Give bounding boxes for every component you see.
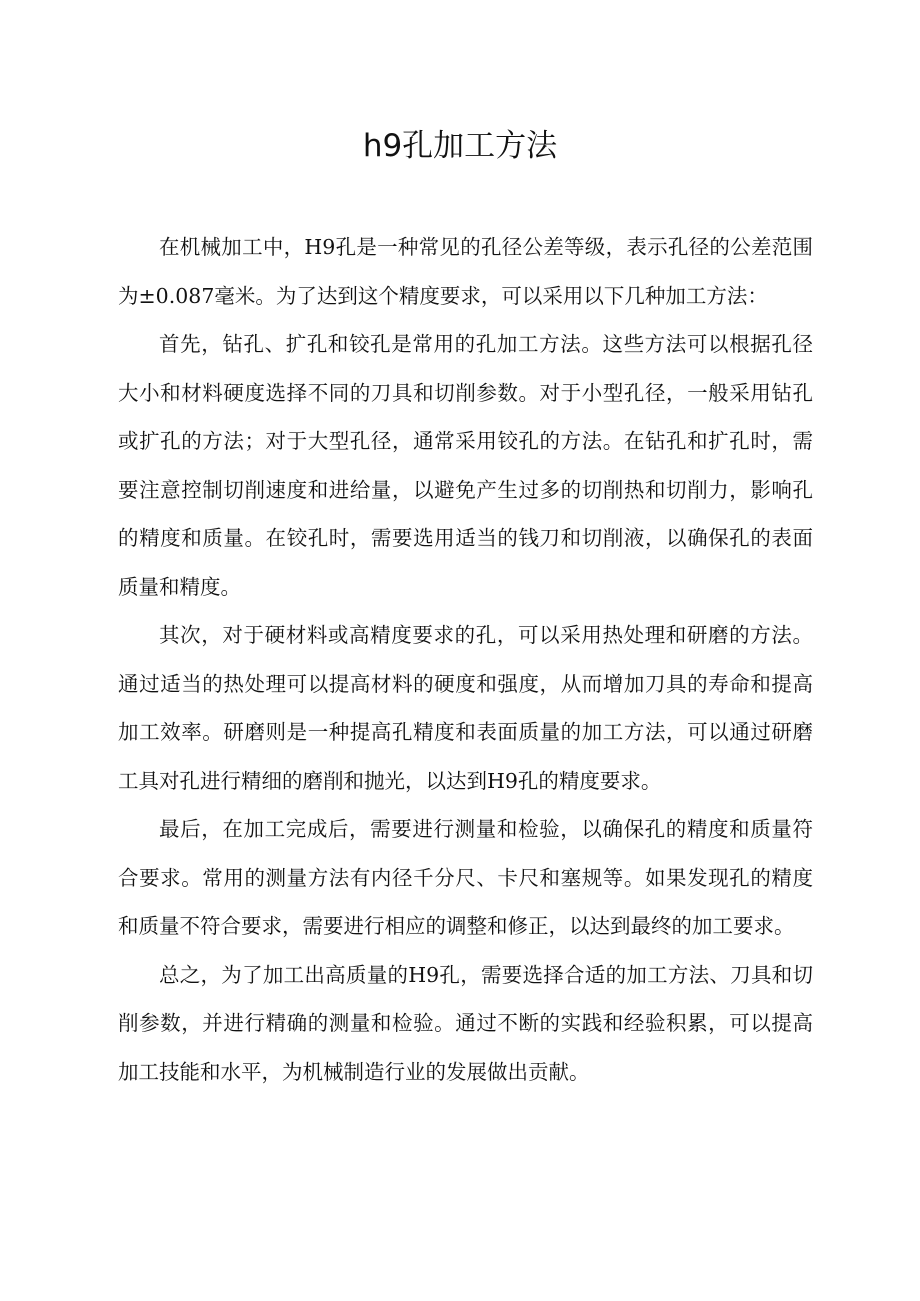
paragraph-intro: 在机械加工中，H9孔是一种常见的孔径公差等级，表示孔径的公差范围为±0.087毫米。为了达到这个精度要求，可以采用以下几种加工方法：: [118, 235, 813, 308]
paragraph-summary: 总之，为了加工出高质量的H9孔，需要选择合适的加工方法、刀具和切削参数，并进行精确的测量和检验。通过不断的实践和经验积累，可以提高加工技能和水平，为机械制造行业的发展做出贡献。: [118, 962, 813, 1084]
document-body: [118, 223, 813, 1096]
paragraph-heat-treatment: 其次，对于硬材料或高精度要求的孔，可以采用热处理和研磨的方法。通过适当的热处理可以提高材料的硬度和强度，从而增加刀具的寿命和提高加工效率。研磨则是一种提高孔精度和表面质量的加工方法，可以通过研磨工具对孔进行精细的磨削和抛光，以达到H9孔的精度要求。: [118, 623, 813, 793]
paragraph-drilling: 首先，钻孔、扩孔和铰孔是常用的孔加工方法。这些方法可以根据孔径大小和材料硬度选择不同的刀具和切削参数。对于小型孔径，一般采用钻孔或扩孔的方法；对于大型孔径，通常采用铰孔的方法。在钻孔和扩孔时，需要注意控制切削速度和进给量，以避免产生过多的切削热和切削力，影响孔的精度和质量。在铰孔时，需要选用适当的钱刀和切削液，以确保孔的表面质量和精度。: [118, 332, 813, 599]
paragraph-inspection: 最后，在加工完成后，需要进行测量和检验，以确保孔的精度和质量符合要求。常用的测量方法有内径千分尺、卡尺和塞规等。如果发现孔的精度和质量不符合要求，需要进行相应的调整和修正，以达到最终的加工要求。: [118, 817, 813, 938]
page-title: h9孔加工方法: [362, 128, 558, 164]
